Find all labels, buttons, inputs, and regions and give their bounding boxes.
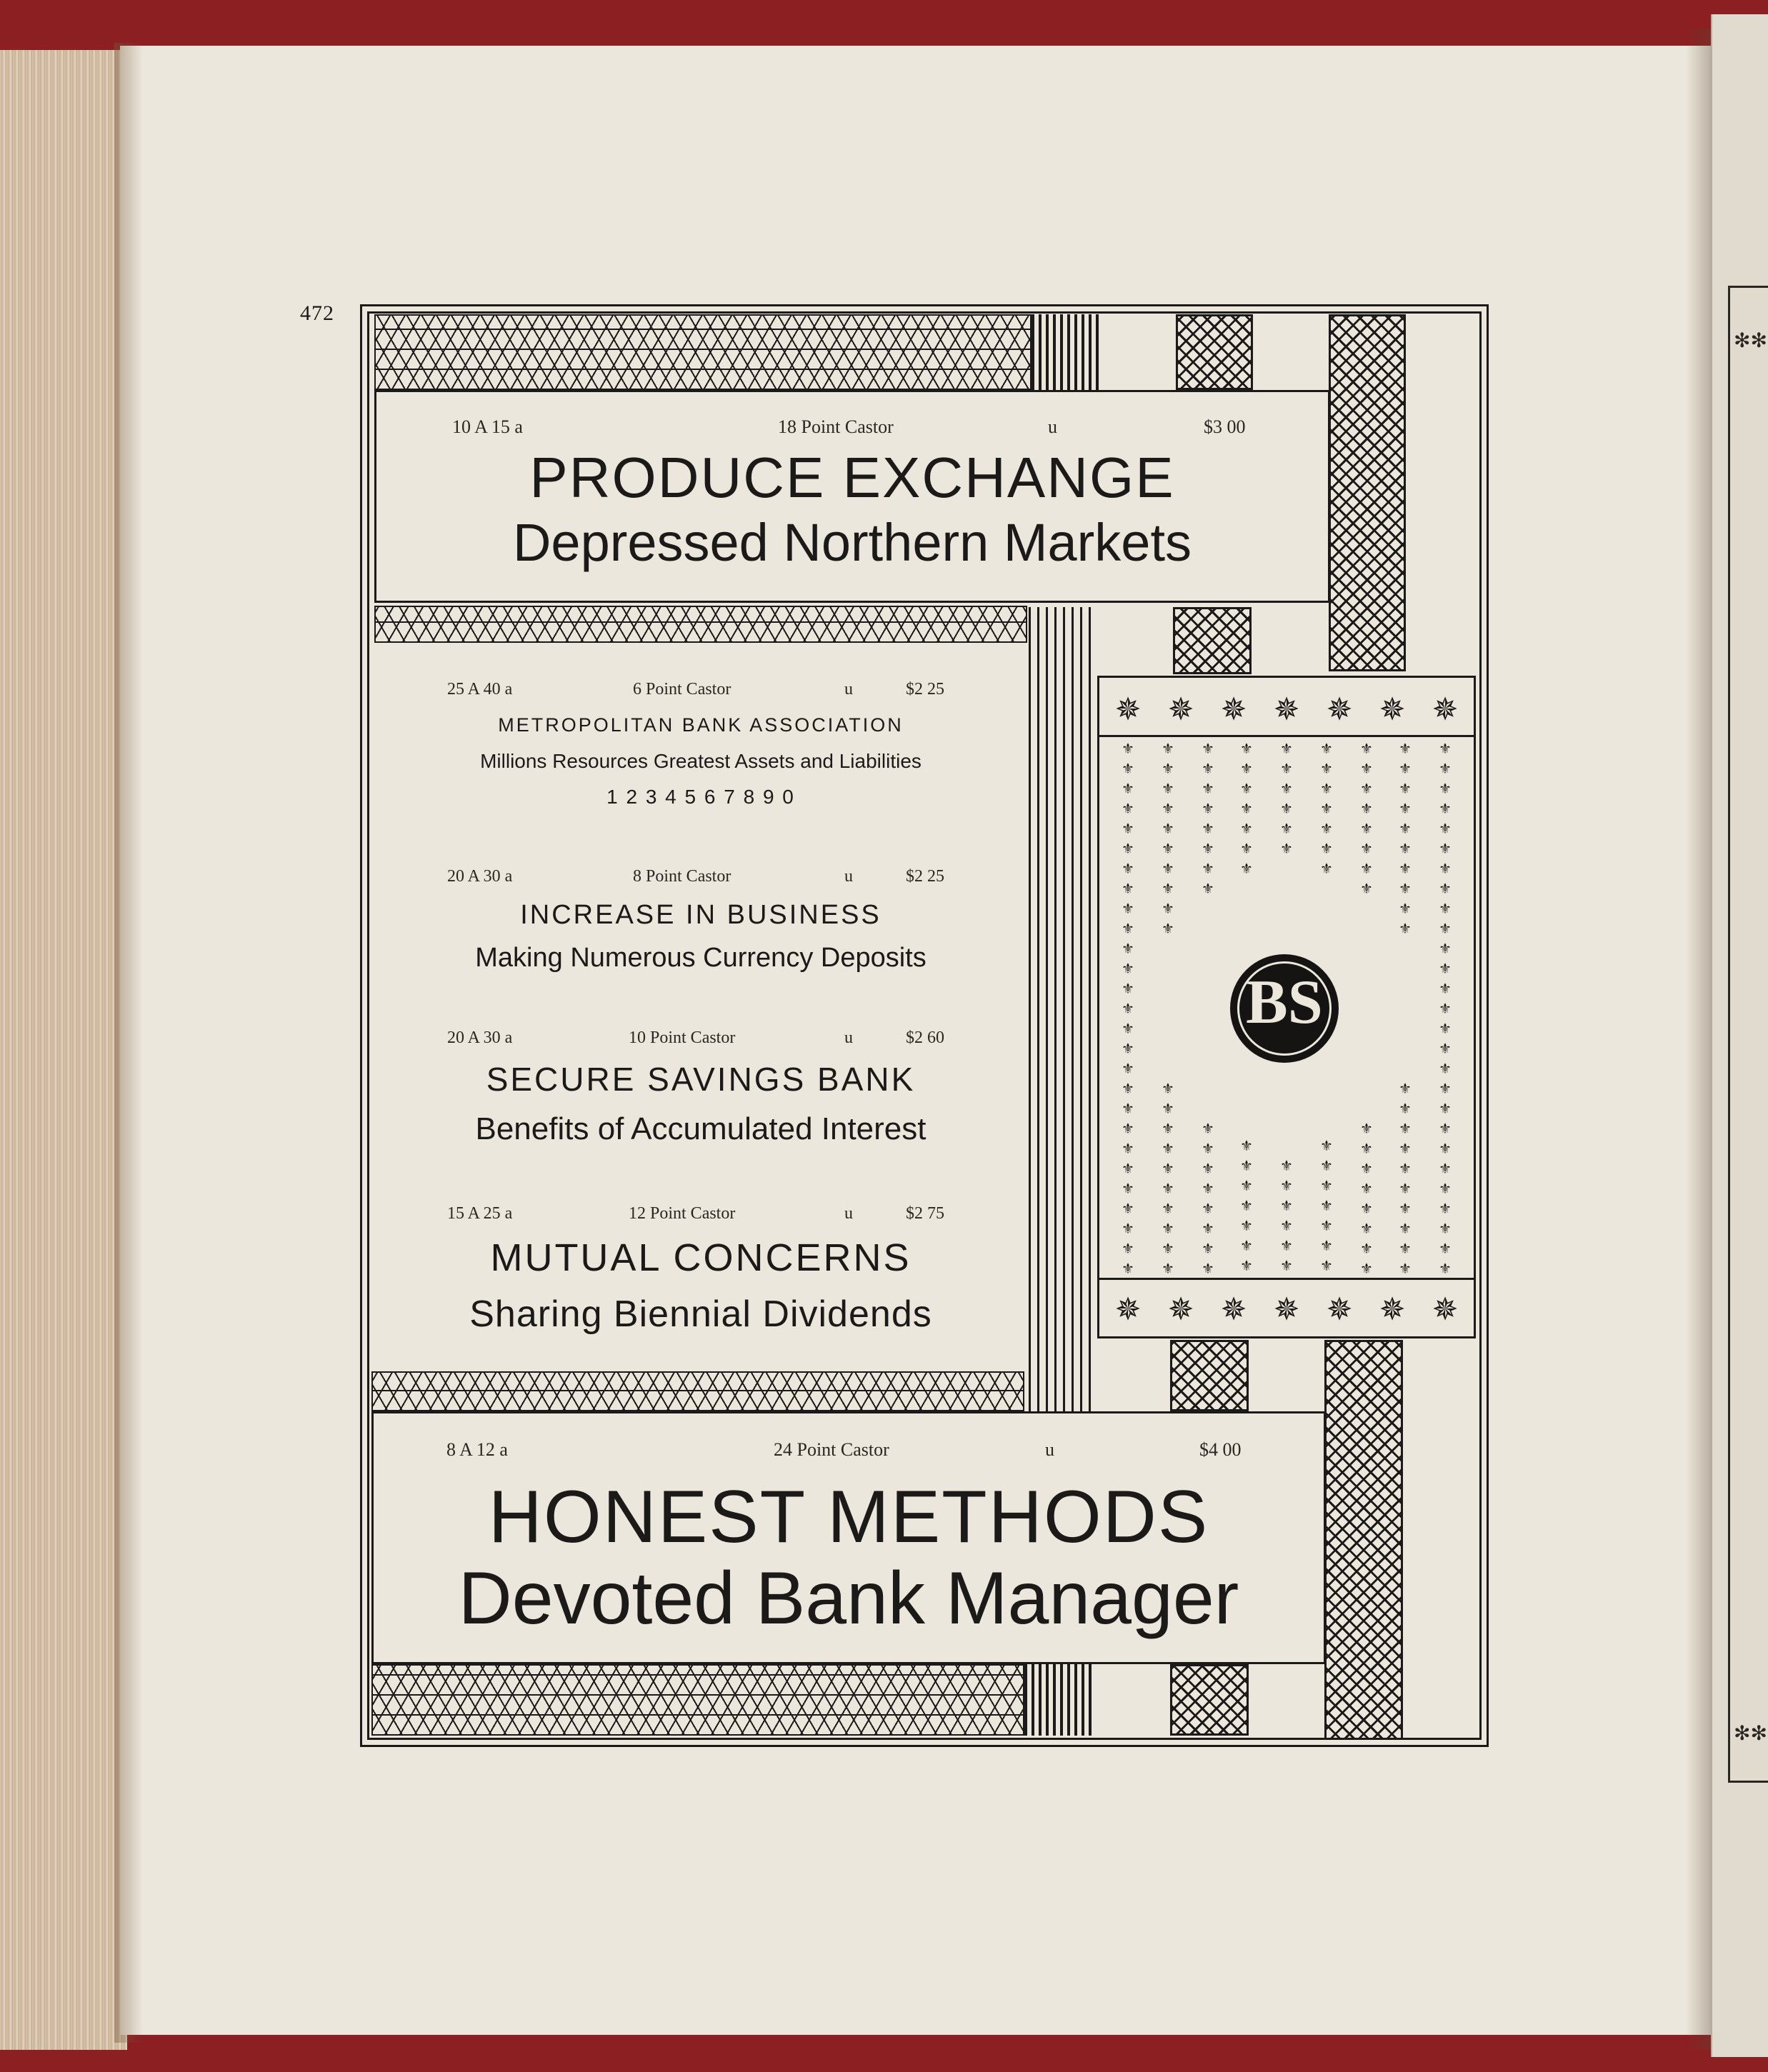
leaf-vine-icon: ⚜ ⚜ ⚜ ⚜ ⚜ ⚜ ⚜ ⚜ ⚜ ⚜ [1399, 740, 1412, 936]
leaf-vine-icon: ⚜ ⚜ ⚜ ⚜ ⚜ ⚜ ⚜ ⚜ ⚜ ⚜ [1162, 740, 1174, 936]
leaf-vine-icon: ⚜ ⚜ ⚜ ⚜ ⚜ ⚜ ⚜ ⚜ ⚜ ⚜ [1399, 1080, 1412, 1276]
star-ornament-icon: ✵ [1220, 691, 1247, 728]
specimen-price: $2 25 [906, 867, 944, 886]
specimen-headline: MUTUAL CONCERNS [490, 1236, 912, 1279]
page-number: 472 [300, 301, 334, 325]
specimen-quantity: 8 A 12 a [446, 1439, 508, 1460]
specimen-box-18pt [374, 390, 1330, 603]
leaf-vine-icon: ⚜ ⚜ ⚜ ⚜ ⚜ ⚜ ⚜ ⚜ ⚜ ⚜ [1162, 1080, 1174, 1276]
specimen-subline: Depressed Northern Markets [512, 513, 1192, 572]
specimen-headline: SECURE SAVINGS BANK [486, 1061, 916, 1098]
bs-monogram-icon [1230, 954, 1339, 1063]
star-ornament-icon: ✵ [1432, 1291, 1459, 1328]
specimen-panel-small-sizes [374, 643, 1027, 1371]
star-ornament-icon: ✵ [1114, 1291, 1142, 1328]
specimen-mark: u [844, 867, 853, 886]
specimen-price: $4 00 [1199, 1439, 1242, 1460]
facing-page-edge [1711, 14, 1768, 2057]
specimen-mark: u [1045, 1439, 1054, 1460]
leaf-vine-icon: ⚜ ⚜ ⚜ ⚜ ⚜ ⚜ ⚜ ⚜ ⚜ ⚜ ⚜ ⚜ ⚜ ⚜ ⚜ ⚜ ⚜ ⚜ ⚜ ⚜ ⚜ ⚜ ⚜ ⚜ ⚜ ⚜ ⚜ [1122, 740, 1134, 1276]
ornament-star-row-bottom [1102, 1286, 1472, 1333]
specimen-price: $2 60 [906, 1029, 944, 1047]
leaf-vine-icon: ⚜ ⚜ ⚜ ⚜ ⚜ ⚜ ⚜ [1320, 1137, 1333, 1274]
lattice-border-top [374, 314, 1032, 390]
specimen-quantity: 20 A 30 a [447, 867, 513, 886]
diamond-column-bottom-right [1324, 1340, 1403, 1740]
star-ornament-icon: ✵ [1220, 1291, 1247, 1328]
facing-page-border [1728, 286, 1768, 1783]
rule-stripes-top [1032, 314, 1103, 390]
specimen-quantity: 10 A 15 a [452, 416, 523, 437]
leaf-vine-icon: ⚜ ⚜ ⚜ ⚜ ⚜ ⚜ ⚜ ⚜ ⚜ ⚜ ⚜ ⚜ ⚜ ⚜ ⚜ ⚜ ⚜ ⚜ ⚜ ⚜ ⚜ ⚜ ⚜ ⚜ ⚜ ⚜ ⚜ [1439, 740, 1452, 1276]
lattice-border-mid-bottom [371, 1371, 1024, 1411]
star-ornament-icon: ✵ [1273, 691, 1300, 728]
monogram-text: BS [1246, 968, 1323, 1037]
specimen-mark: u [844, 680, 853, 699]
specimen-quantity: 15 A 25 a [447, 1204, 513, 1223]
specimen-box-24pt [371, 1411, 1326, 1664]
star-ornament-icon: ✵ [1379, 691, 1406, 728]
specimen-size: 24 Point Castor [774, 1439, 889, 1460]
spine-shadow [114, 43, 143, 2043]
leaf-vine-icon: ⚜ ⚜ ⚜ ⚜ ⚜ ⚜ ⚜ ⚜ [1202, 740, 1214, 897]
facing-ornament-icon: ✻✻ [1734, 1721, 1767, 1745]
leaf-vine-icon: ⚜ ⚜ ⚜ ⚜ ⚜ ⚜ ⚜ [1240, 740, 1253, 877]
lattice-border-mid-top [374, 606, 1027, 643]
specimen-size: 10 Point Castor [629, 1029, 736, 1047]
specimen-quantity: 25 A 40 a [447, 680, 513, 699]
specimen-headline: METROPOLITAN BANK ASSOCIATION [498, 714, 904, 736]
specimen-price: $3 00 [1204, 416, 1246, 437]
specimen-mark: u [844, 1029, 853, 1047]
specimen-price: $2 25 [906, 680, 944, 699]
diamond-block-lower [1170, 1340, 1249, 1411]
star-ornament-icon: ✵ [1167, 1291, 1194, 1328]
diamond-block-top-left [1176, 314, 1253, 390]
specimen-subline: Making Numerous Currency Deposits [475, 943, 927, 973]
star-ornament-icon: ✵ [1379, 1291, 1406, 1328]
star-ornament-icon: ✵ [1114, 691, 1142, 728]
diamond-column-top-right [1329, 314, 1406, 671]
leaf-vine-icon: ⚜ ⚜ ⚜ ⚜ ⚜ ⚜ ⚜ [1240, 1137, 1253, 1274]
leaf-vine-icon: ⚜ ⚜ ⚜ ⚜ ⚜ ⚜ ⚜ ⚜ [1202, 1120, 1214, 1276]
specimen-subline: Benefits of Accumulated Interest [475, 1111, 927, 1146]
star-ornament-icon: ✵ [1326, 691, 1353, 728]
rule-stripes-bottom [1024, 1664, 1094, 1736]
diamond-block-bottom [1170, 1664, 1249, 1736]
specimen-headline: PRODUCE EXCHANGE [529, 446, 1175, 509]
specimen-mark: u [844, 1204, 853, 1223]
diamond-block-mid [1173, 607, 1252, 674]
ornament-divider [1099, 735, 1474, 737]
specimen-subline: Sharing Biennial Dividends [469, 1293, 932, 1335]
ornament-star-row-top [1102, 686, 1472, 733]
star-ornament-icon: ✵ [1432, 691, 1459, 728]
leaf-vine-icon: ⚜ ⚜ ⚜ ⚜ ⚜ ⚜ ⚜ ⚜ [1360, 740, 1373, 897]
ornament-divider [1099, 1278, 1474, 1280]
leaf-vine-icon: ⚜ ⚜ ⚜ ⚜ ⚜ ⚜ [1280, 1157, 1293, 1274]
specimen-headline: INCREASE IN BUSINESS [520, 900, 881, 930]
specimen-subline: Millions Resources Greatest Assets and Liabilities [480, 750, 922, 772]
specimen-size: 12 Point Castor [629, 1204, 736, 1223]
specimen-quantity: 20 A 30 a [447, 1029, 513, 1047]
lattice-border-bottom [371, 1664, 1024, 1736]
star-ornament-icon: ✵ [1273, 1291, 1300, 1328]
facing-ornament-icon: ✻✻ [1734, 329, 1767, 352]
leaf-vine-icon: ⚜ ⚜ ⚜ ⚜ ⚜ ⚜ [1280, 740, 1293, 857]
leaf-vine-icon: ⚜ ⚜ ⚜ ⚜ ⚜ ⚜ ⚜ ⚜ [1360, 1120, 1373, 1276]
book-page-edges [0, 50, 127, 2050]
specimen-figures: 1 2 3 4 5 6 7 8 9 0 [606, 786, 795, 808]
leaf-vine-icon: ⚜ ⚜ ⚜ ⚜ ⚜ ⚜ ⚜ [1320, 740, 1333, 877]
specimen-subline: Devoted Bank Manager [458, 1557, 1239, 1640]
specimen-size: 8 Point Castor [633, 867, 731, 886]
specimen-size: 6 Point Castor [633, 680, 731, 699]
star-ornament-icon: ✵ [1167, 691, 1194, 728]
specimen-mark: u [1048, 416, 1057, 437]
star-ornament-icon: ✵ [1326, 1291, 1353, 1328]
specimen-size: 18 Point Castor [778, 416, 894, 437]
specimen-headline: HONEST METHODS [488, 1476, 1209, 1558]
specimen-price: $2 75 [906, 1204, 944, 1223]
rule-stripes-column [1029, 607, 1094, 1413]
